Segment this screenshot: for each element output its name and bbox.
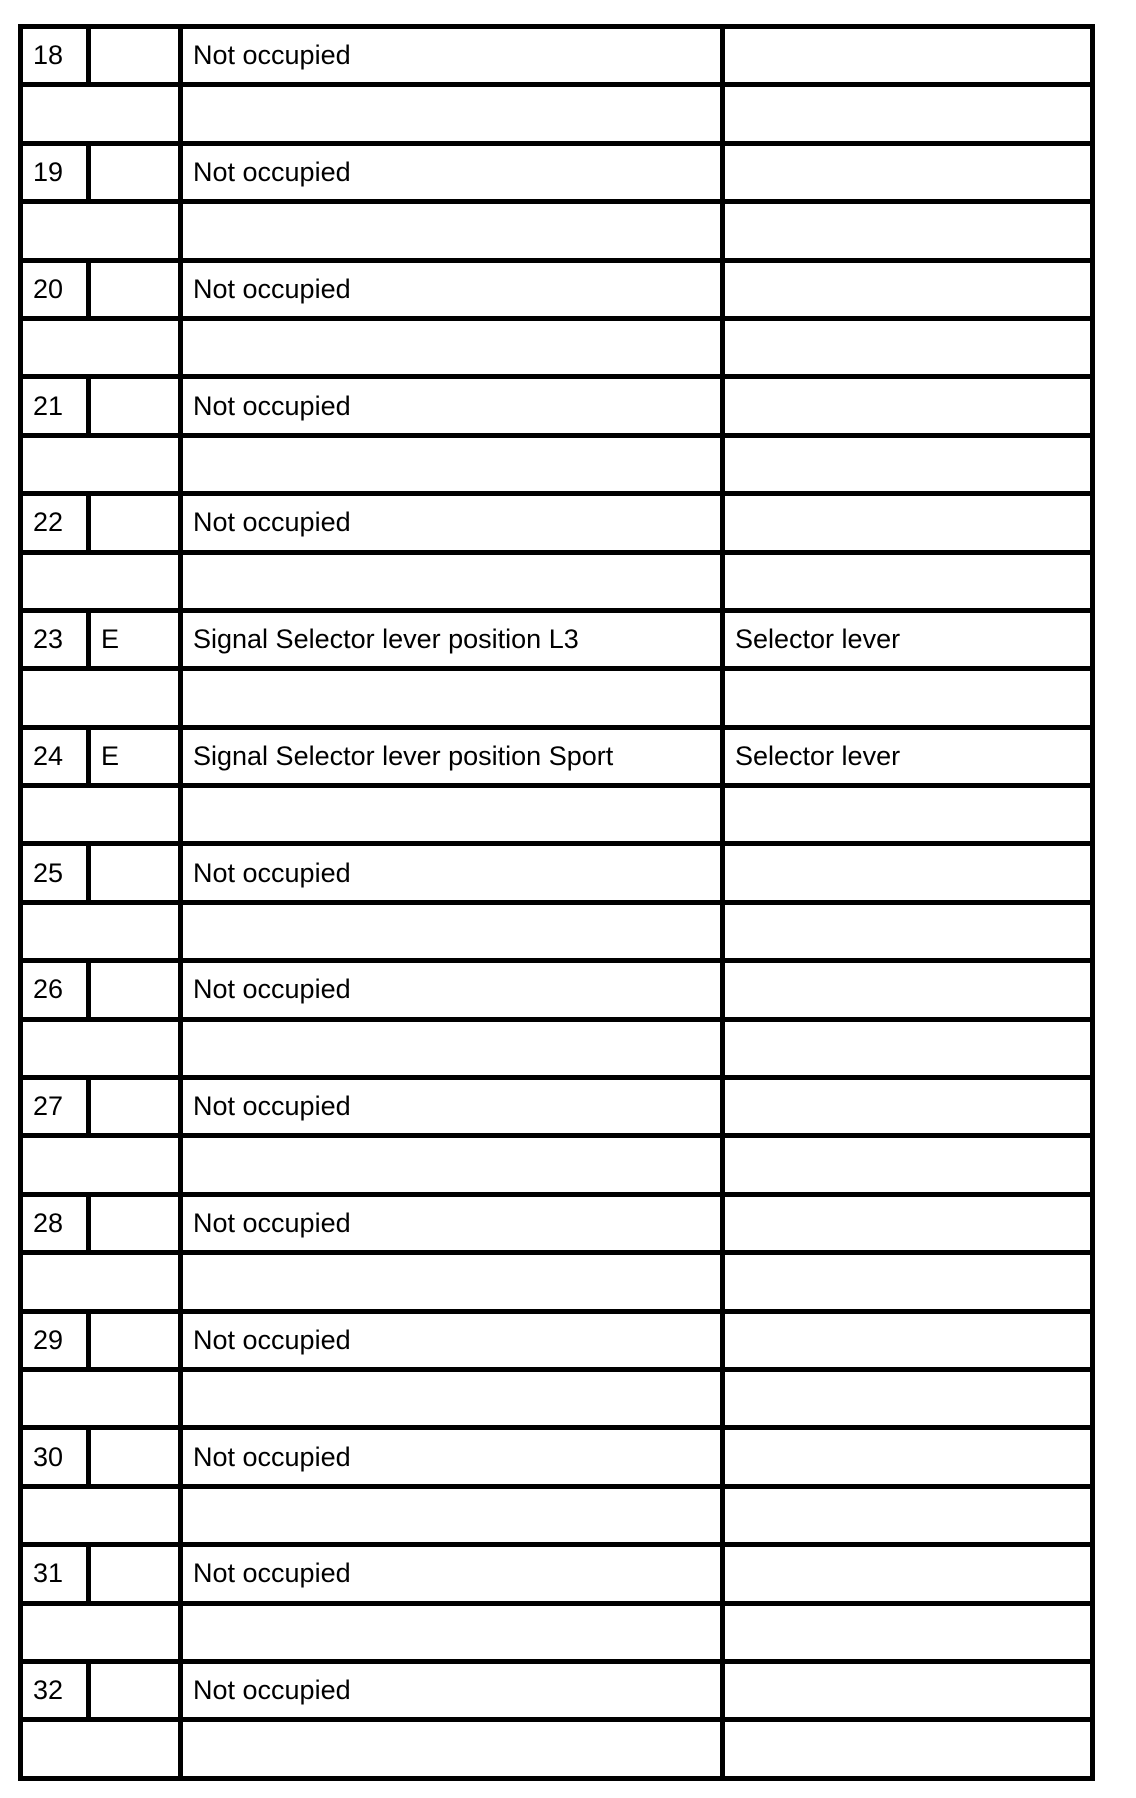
pin-number-cell: 26 [21,961,89,1019]
signal-description-cell: Not occupied [181,1428,723,1486]
signal-description-cell: Not occupied [181,1661,723,1719]
spacer-row [21,318,1093,376]
spacer-row [21,552,1093,610]
spacer-pin-cell [21,1486,181,1544]
spacer-component-cell [723,902,1093,960]
pin-number-cell: 19 [21,143,89,201]
spacer-signal-cell [181,202,723,260]
pin-row [21,961,1093,1019]
spacer-pin-cell [21,202,181,260]
component-cell [723,1194,1093,1252]
component-cell [723,27,1093,85]
spacer-component-cell [723,435,1093,493]
pin-number-cell: 24 [21,727,89,785]
spacer-component-cell [723,1136,1093,1194]
spacer-row [21,669,1093,727]
pin-number-cell: 28 [21,1194,89,1252]
pin-number-cell: 22 [21,494,89,552]
spacer-row [21,786,1093,844]
spacer-pin-cell [21,85,181,143]
spacer-pin-cell [21,902,181,960]
spacer-pin-cell [21,1019,181,1077]
spacer-component-cell [723,552,1093,610]
spacer-component-cell [723,1603,1093,1661]
component-cell [723,377,1093,435]
spacer-component-cell [723,1019,1093,1077]
pin-type-cell [89,844,181,902]
pin-type-cell [89,494,181,552]
pin-type-cell [89,1545,181,1603]
pin-row [21,844,1093,902]
spacer-signal-cell [181,786,723,844]
signal-description-cell: Signal Selector lever position L3 [181,610,723,668]
pin-type-cell [89,143,181,201]
pin-row [21,1661,1093,1719]
signal-description-cell: Not occupied [181,1194,723,1252]
pin-row [21,1311,1093,1369]
pin-type-cell [89,1661,181,1719]
spacer-signal-cell [181,669,723,727]
spacer-row [21,1486,1093,1544]
pin-type-cell [89,260,181,318]
spacer-signal-cell [181,1136,723,1194]
component-cell [723,494,1093,552]
pin-number-cell: 31 [21,1545,89,1603]
component-cell [723,260,1093,318]
component-cell: Selector lever [723,610,1093,668]
pin-type-cell [89,1078,181,1136]
spacer-component-cell [723,202,1093,260]
spacer-row [21,1136,1093,1194]
spacer-signal-cell [181,1486,723,1544]
spacer-pin-cell [21,1136,181,1194]
pin-type-cell [89,961,181,1019]
spacer-signal-cell [181,1019,723,1077]
pin-assignment-table [18,24,1095,1781]
pin-row [21,1078,1093,1136]
signal-description-cell: Not occupied [181,377,723,435]
component-cell [723,1428,1093,1486]
pin-row [21,1545,1093,1603]
pin-row [21,1428,1093,1486]
pin-number-cell: 30 [21,1428,89,1486]
component-cell [723,1545,1093,1603]
pin-row [21,610,1093,668]
spacer-row [21,1720,1093,1778]
component-cell [723,1311,1093,1369]
pin-number-cell: 32 [21,1661,89,1719]
spacer-row [21,1603,1093,1661]
spacer-signal-cell [181,85,723,143]
spacer-pin-cell [21,435,181,493]
pin-row [21,727,1093,785]
spacer-component-cell [723,1369,1093,1427]
pin-type-cell [89,27,181,85]
signal-description-cell: Signal Selector lever position Sport [181,727,723,785]
spacer-row [21,85,1093,143]
signal-description-cell: Not occupied [181,844,723,902]
component-cell [723,961,1093,1019]
pin-row [21,1194,1093,1252]
pin-type-cell: E [89,610,181,668]
spacer-signal-cell [181,1253,723,1311]
component-cell [723,1661,1093,1719]
spacer-pin-cell [21,669,181,727]
signal-description-cell: Not occupied [181,1311,723,1369]
pin-number-cell: 18 [21,27,89,85]
pin-row [21,377,1093,435]
component-cell [723,1078,1093,1136]
pin-number-cell: 23 [21,610,89,668]
signal-description-cell: Not occupied [181,1545,723,1603]
signal-description-cell: Not occupied [181,27,723,85]
spacer-component-cell [723,318,1093,376]
pin-row [21,494,1093,552]
spacer-row [21,1019,1093,1077]
spacer-pin-cell [21,786,181,844]
spacer-signal-cell [181,1369,723,1427]
component-cell [723,143,1093,201]
pin-row [21,143,1093,201]
spacer-row [21,202,1093,260]
component-cell [723,844,1093,902]
component-cell: Selector lever [723,727,1093,785]
pin-row [21,260,1093,318]
spacer-signal-cell [181,435,723,493]
spacer-row [21,435,1093,493]
pin-type-cell [89,377,181,435]
spacer-pin-cell [21,1253,181,1311]
pin-number-cell: 25 [21,844,89,902]
spacer-pin-cell [21,1603,181,1661]
spacer-signal-cell [181,1603,723,1661]
spacer-component-cell [723,1253,1093,1311]
spacer-component-cell [723,1486,1093,1544]
signal-description-cell: Not occupied [181,494,723,552]
spacer-signal-cell [181,1720,723,1778]
signal-description-cell: Not occupied [181,260,723,318]
spacer-signal-cell [181,552,723,610]
spacer-pin-cell [21,552,181,610]
signal-description-cell: Not occupied [181,143,723,201]
pin-number-cell: 20 [21,260,89,318]
pin-type-cell [89,1194,181,1252]
spacer-pin-cell [21,1720,181,1778]
spacer-pin-cell [21,318,181,376]
spacer-component-cell [723,85,1093,143]
spacer-pin-cell [21,1369,181,1427]
spacer-component-cell [723,669,1093,727]
pin-type-cell: E [89,727,181,785]
pin-row [21,27,1093,85]
pin-type-cell [89,1428,181,1486]
spacer-signal-cell [181,902,723,960]
spacer-row [21,1369,1093,1427]
spacer-signal-cell [181,318,723,376]
pin-number-cell: 27 [21,1078,89,1136]
pin-number-cell: 21 [21,377,89,435]
spacer-row [21,902,1093,960]
pin-number-cell: 29 [21,1311,89,1369]
signal-description-cell: Not occupied [181,961,723,1019]
spacer-component-cell [723,786,1093,844]
spacer-row [21,1253,1093,1311]
signal-description-cell: Not occupied [181,1078,723,1136]
spacer-component-cell [723,1720,1093,1778]
pin-table-body [21,27,1093,1779]
pin-type-cell [89,1311,181,1369]
